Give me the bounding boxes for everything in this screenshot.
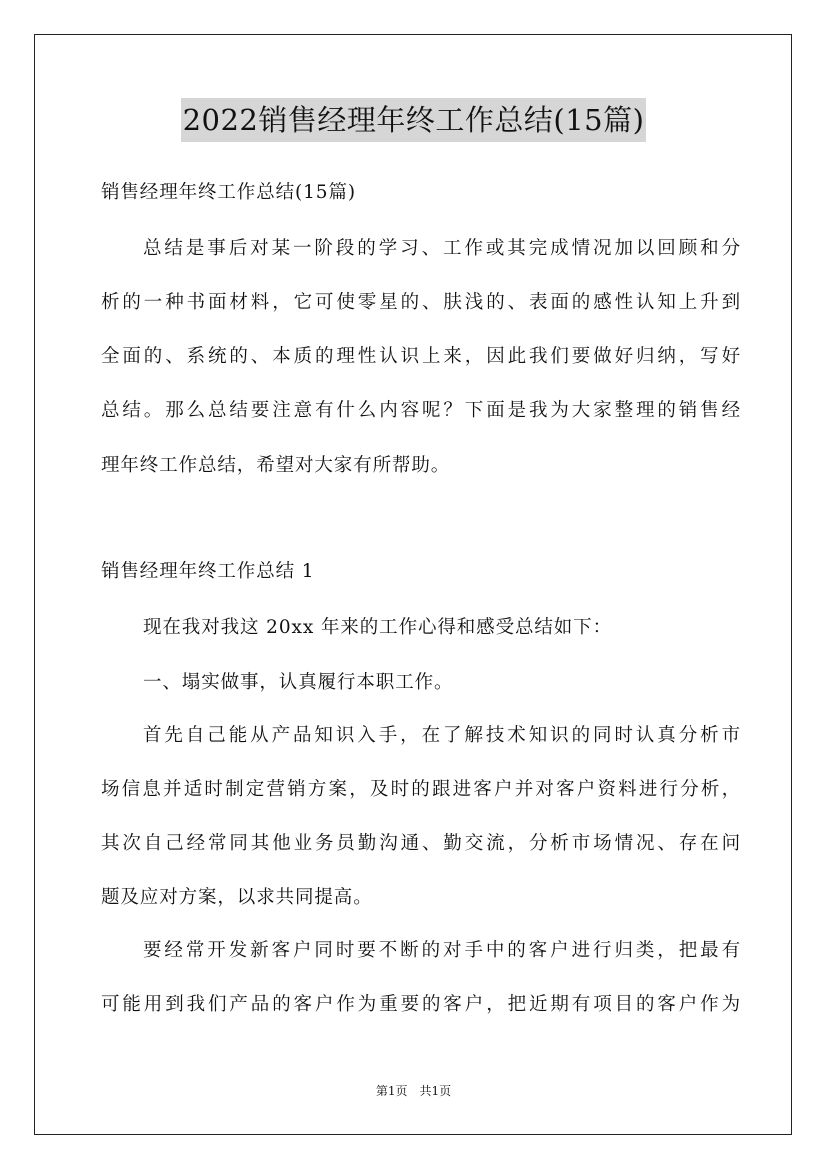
section1-point1: 一、塌实做事，认真履行本职工作。 [143, 672, 454, 693]
para1-line-1: 首先自己能从产品知识入手，在了解技术知识的同时认真分析市 [143, 725, 741, 746]
para1-line-3: 其次自己经常同其他业务员勤沟通、勤交流，分析市场情况、存在问 [101, 833, 741, 854]
section1-heading: 销售经理年终工作总结 1 [101, 561, 315, 582]
para1-line-2: 场信息并适时制定营销方案，及时的跟进客户并对客户资料进行分析， [101, 779, 741, 800]
para1-line-4: 题及应对方案，以求共同提高。 [101, 887, 373, 908]
title-wrap [0, 98, 827, 142]
section1-opening: 现在我对我这 20xx 年来的工作心得和感受总结如下： [143, 617, 612, 638]
document-subtitle: 销售经理年终工作总结(15篇) [101, 182, 356, 203]
document-title: 2022销售经理年终工作总结(15篇) [181, 98, 647, 142]
para2-line-1: 要经常开发新客户同时要不断的对手中的客户进行归类，把最有 [143, 940, 741, 961]
intro-line-5: 理年终工作总结，希望对大家有所帮助。 [101, 455, 451, 476]
page-footer: 第1页 共1页 [375, 1084, 452, 1098]
intro-line-1: 总结是事后对某一阶段的学习、工作或其完成情况加以回顾和分 [143, 238, 741, 259]
intro-line-4: 总结。那么总结要注意有什么内容呢？下面是我为大家整理的销售经 [101, 400, 741, 421]
intro-line-3: 全面的、系统的、本质的理性认识上来，因此我们要做好归纳，写好 [101, 346, 741, 367]
intro-line-2: 析的一种书面材料，它可使零星的、肤浅的、表面的感性认知上升到 [101, 292, 741, 313]
para2-line-2: 可能用到我们产品的客户作为重要的客户，把近期有项目的客户作为 [101, 994, 741, 1015]
